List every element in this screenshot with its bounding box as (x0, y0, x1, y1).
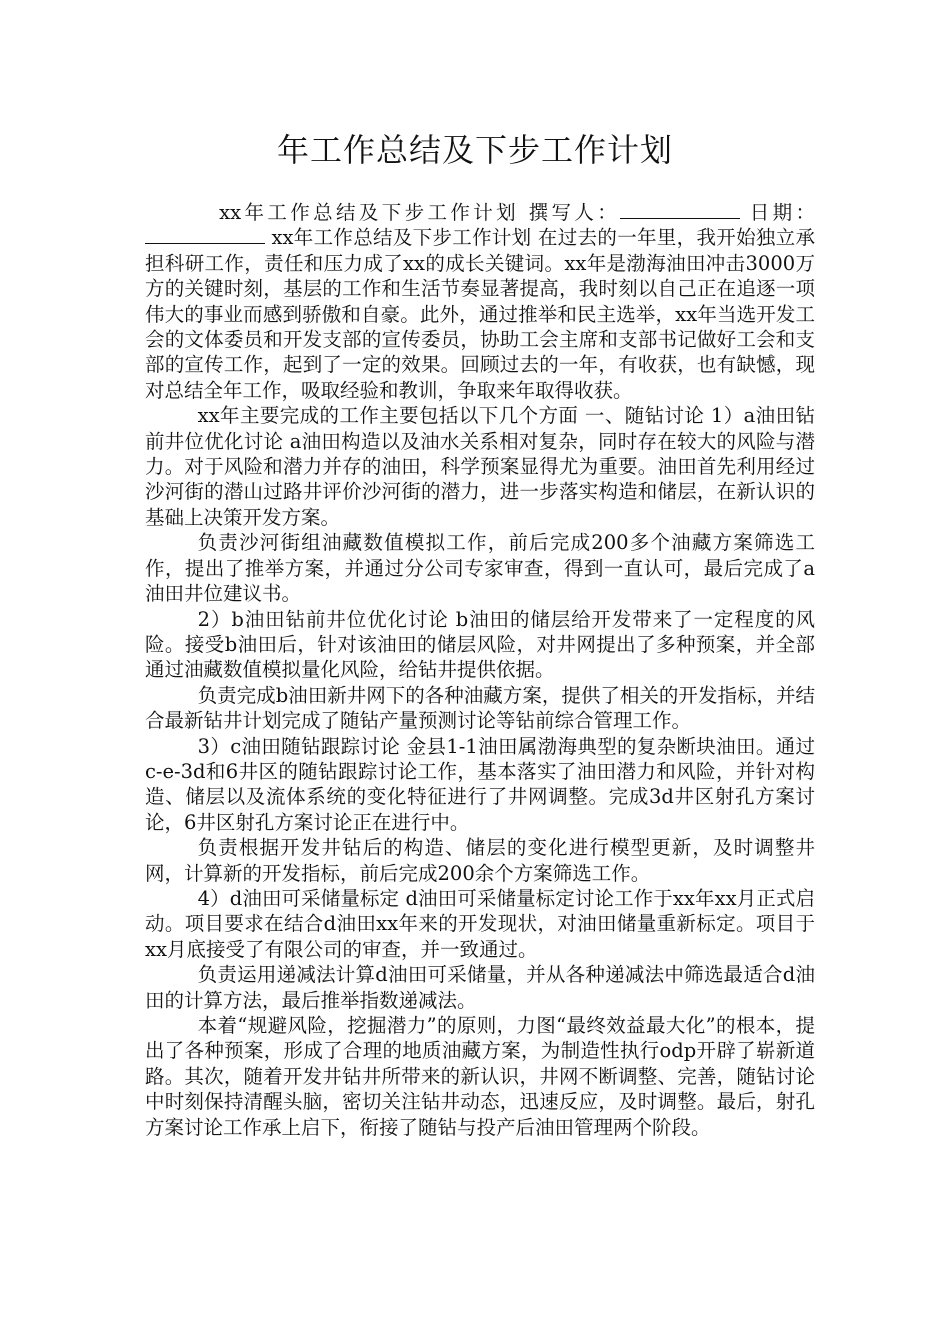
author-blank-field (620, 200, 740, 219)
intro-paragraph (145, 200, 815, 403)
paragraph-7: 4）d油田可采储量标定 d油田可采储量标定讨论工作于xx年xx月正式启动。项目要求在结合d油田xx年来的开发现状，对油田储量重新标定。项目于xx月底接受了有限公司的审查，并一致通过。 (145, 886, 815, 961)
paragraph-3: 2）b油田钻前井位优化讨论 b油田的储层给开发带来了一定程度的风险。接受b油田后，针对该油田的储层风险，对井网提出了多种预案，并全部通过油藏数值模拟量化风险，给钻井提供依据。 (145, 607, 815, 682)
intro-text-1: xx年工作总结及下步工作计划 撰写人： (219, 201, 621, 224)
paragraph-5: 3）c油田随钻跟踪讨论 金县1-1油田属渤海典型的复杂断块油田。通过c-e-3d和6井区的随钻跟踪讨论工作，基本落实了油田潜力和风险，并针对构造、储层以及流体系统的变化特征进行了井网调整。完成3d井区射孔方案讨论，6井区射孔方案讨论正在进行中。 (145, 734, 815, 834)
document-body (145, 200, 815, 1140)
intro-text-2: 日期： (740, 201, 815, 224)
paragraph-6: 负责根据开发井钻后的构造、储层的变化进行模型更新，及时调整井网，计算新的开发指标，前后完成200余个方案筛选工作。 (145, 836, 815, 885)
paragraph-4: 负责完成b油田新井网下的各种油藏方案，提供了相关的开发指标，并结合最新钻井计划完成了随钻产量预测讨论等钻前综合管理工作。 (145, 683, 815, 733)
paragraph-2: 负责沙河街组油藏数值模拟工作，前后完成200多个油藏方案筛选工作，提出了推举方案，并通过分公司专家审查，得到一直认可，最后完成了a油田井位建议书。 (145, 531, 815, 606)
date-blank-field (145, 225, 265, 244)
paragraph-9: 本着“规避风险，挖掘潜力”的原则，力图“最终效益最大化”的根本，提出了各种预案，形成了合理的地质油藏方案，为制造性执行odp开辟了崭新道路。其次，随着开发井钻井所带来的新认识，井网不断调整、完善，随钻讨论中时刻保持清醒头脑，密切关注钻井动态，迅速反应，及时调整。最后，射孔方案讨论工作承上启下，衔接了随钻与投产后油田管理两个阶段。 (145, 1014, 815, 1139)
paragraph-8: 负责运用递减法计算d油田可采储量，并从各种递减法中筛选最适合d油田的计算方法，最后推举指数递减法。 (145, 963, 815, 1012)
intro-text-3: xx年工作总结及下步工作计划 在过去的一年里，我开始独立承担科研工作，责任和压力成了xx的成长关键词。xx年是渤海油田冲击3000万方的关键时刻，基层的工作和生活节奏显著提高，我时刻以自己正在追逐一项伟大的事业而感到骄傲和自豪。此外，通过推举和民主选举，xx年当选开发工会的文体委员和开发支部的宣传委员，协助工会主席和支部书记做好工会和支部的宣传工作，起到了一定的效果。回顾过去的一年，有收获，也有缺憾，现对总结全年工作，吸取经验和教训，争取来年取得收获。 (145, 226, 815, 402)
paragraph-1: xx年主要完成的工作主要包括以下几个方面 一、随钻讨论 1）a油田钻前井位优化讨论 a油田构造以及油水关系相对复杂，同时存在较大的风险与潜力。对于风险和潜力并存的油田，科学预案显得尤为重要。油田首先利用经过沙河街的潜山过路井评价沙河街的潜力，进一步落实构造和储层，在新认识的基础上决策开发方案。 (145, 404, 815, 529)
document-title: 年工作总结及下步工作计划 (276, 131, 673, 169)
